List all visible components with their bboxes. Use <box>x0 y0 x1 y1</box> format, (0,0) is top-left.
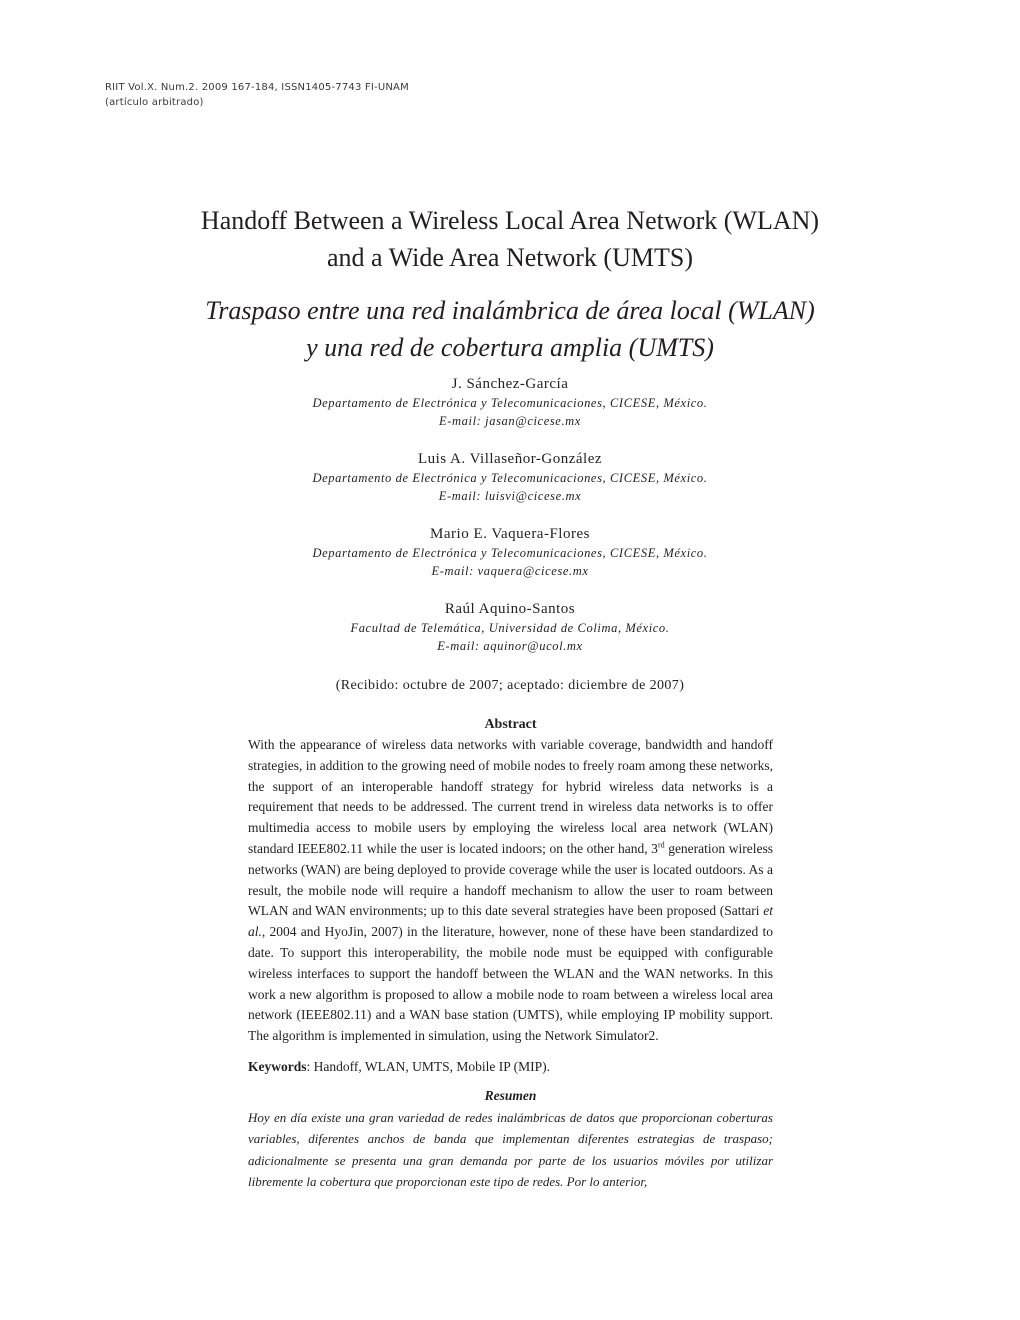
author-block <box>0 525 1020 580</box>
keywords-line <box>248 1057 773 1077</box>
journal-citation: RIIT Vol.X. Num.2. 2009 167-184, ISSN1405-7743 FI-UNAM <box>105 82 409 93</box>
author-name: Raúl Aquino-Santos <box>444 601 576 617</box>
citation-et-al: et al. <box>248 903 773 940</box>
author-name: J. Sánchez-García <box>451 376 569 392</box>
author-email: E-mail: vaquera@cicese.mx <box>431 564 589 578</box>
ordinal-superscript: rd <box>657 840 665 850</box>
author-block <box>0 375 1020 430</box>
journal-header <box>105 80 409 110</box>
author-email: E-mail: jasan@cicese.mx <box>439 414 581 428</box>
author-email: E-mail: aquinor@ucol.mx <box>437 639 583 653</box>
english-title-line-1: Handoff Between a Wireless Local Area Network (WLAN) <box>200 206 820 235</box>
author-affiliation: Facultad de Telemática, Universidad de Colima, México. <box>350 621 670 635</box>
resumen-body: Hoy en día existe una gran variedad de redes inalámbricas de datos que proporcionan coberturas variables, diferentes anchos de banda que implementan diferentes estrategias de traspaso; adicionalmente se presenta una gran demanda por parte de los usuarios móviles por utilizar libremente la cobertura que proporcionan este tipo de redes. Por lo anterior, <box>248 1109 773 1190</box>
article-type-note: (artículo arbitrado) <box>105 97 204 108</box>
abstract-section <box>248 716 773 1193</box>
abstract-text-part-1: With the appearance of wireless data networks with variable coverage, bandwidth and handoff strategies, in addition to the growing need of mobile nodes to freely roam among these networks, the support of an interoperable handoff strategy for hybrid wireless data networks is a requirement that needs to be addressed. The current trend in wireless data networks is to offer multimedia access to mobile users by employing the wireless local area network (WLAN) standard IEEE802.11 while the user is located indoors; on the other hand, 3 <box>248 737 773 856</box>
abstract-text-part-3: , 2004 and HyoJin, 2007) in the literature, however, none of these have been standardized to date. To support this interoperability, the mobile node must be equipped with configurable wireless interfaces to support the handoff between the WLAN and the WAN networks. In this work a new algorithm is proposed to allow a mobile node to roam between a wireless local area network (IEEE802.11) and a WAN base station (UMTS), while employing IP mobility support. The algorithm is implemented in simulation, using the Network Simulator2. <box>248 924 773 1044</box>
abstract-heading: Abstract <box>484 717 537 732</box>
spanish-title-line-2: y una red de cobertura amplia (UMTS) <box>306 333 714 362</box>
author-list <box>0 375 1020 675</box>
abstract-text-part-2: generation wireless networks (WAN) are being deployed to provide coverage while the user is located outdoors. As a result, the mobile node will require a handoff mechanism to allow the user to roam between WLAN and WAN environments; up to this date several strategies have been proposed (Sattari <box>248 840 773 919</box>
author-block <box>0 450 1020 505</box>
spanish-title <box>0 292 1020 366</box>
abstract-body <box>248 735 773 1047</box>
author-email: E-mail: luisvi@cicese.mx <box>438 489 582 503</box>
english-title-line-2: and a Wide Area Network (UMTS) <box>327 243 693 272</box>
author-affiliation: Departamento de Electrónica y Telecomunicaciones, CICESE, México. <box>312 471 708 485</box>
author-name: Mario E. Vaquera-Flores <box>430 526 590 542</box>
received-dates: (Recibido: octubre de 2007; aceptado: diciembre de 2007) <box>335 678 685 693</box>
author-affiliation: Departamento de Electrónica y Telecomunicaciones, CICESE, México. <box>312 396 708 410</box>
resumen-heading: Resumen <box>484 1087 537 1103</box>
english-title <box>0 202 1020 276</box>
keywords-label: Keywords <box>248 1058 307 1074</box>
author-affiliation: Departamento de Electrónica y Telecomunicaciones, CICESE, México. <box>312 546 708 560</box>
spanish-title-line-1: Traspaso entre una red inalámbrica de área local (WLAN) <box>205 296 815 325</box>
author-name: Luis A. Villaseñor-González <box>417 451 603 467</box>
author-block <box>0 600 1020 655</box>
keywords-text: : Handoff, WLAN, UMTS, Mobile IP (MIP). <box>306 1058 550 1074</box>
